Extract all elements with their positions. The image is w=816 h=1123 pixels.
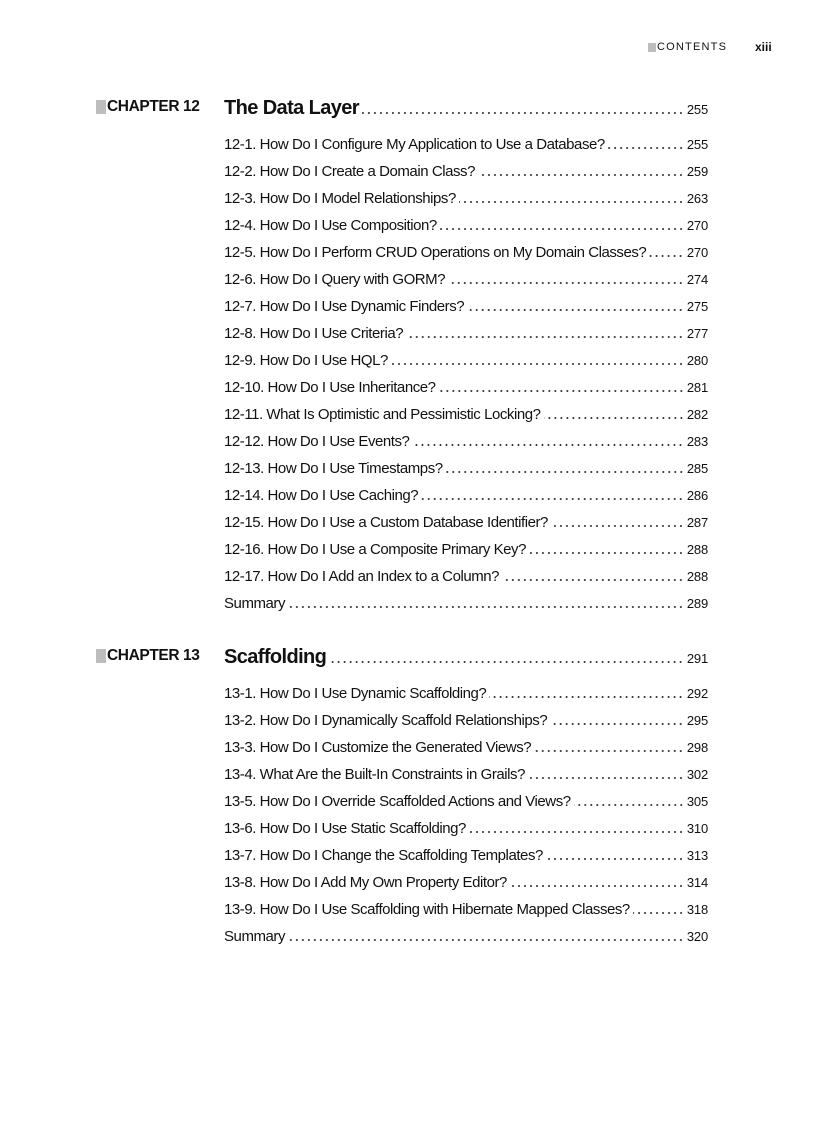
entry-page: 275 xyxy=(686,299,708,314)
entry-title: 13-1. How Do I Use Dynamic Scaffolding? xyxy=(224,685,487,702)
entry-title: 12-5. How Do I Perform CRUD Operations on My Domain Classes? xyxy=(224,244,647,261)
entry-page: 280 xyxy=(686,353,708,368)
entry-page: 313 xyxy=(686,848,708,863)
page-number: xiii xyxy=(755,40,772,54)
chapter-number: CHAPTER 12 xyxy=(107,98,200,115)
entry-page: 283 xyxy=(686,434,708,449)
dot-leader xyxy=(469,831,684,833)
entry-title: 13-3. How Do I Customize the Generated Views? xyxy=(224,739,532,756)
entry-title: 12-9. How Do I Use HQL? xyxy=(224,352,388,369)
dot-leader xyxy=(608,147,684,149)
entry-title: 13-7. How Do I Change the Scaffolding Templates? xyxy=(224,847,543,864)
entry-page: 320 xyxy=(686,929,708,944)
chapter-number: CHAPTER 13 xyxy=(107,647,200,664)
section-title: CONTENTS xyxy=(657,41,728,53)
toc-entry[interactable] xyxy=(224,190,708,217)
entry-title: 12-7. How Do I Use Dynamic Finders? xyxy=(224,298,465,315)
entry-page: 270 xyxy=(686,218,708,233)
entry-title: Summary xyxy=(224,595,286,612)
chapter-label xyxy=(96,647,224,665)
toc-entry[interactable] xyxy=(224,406,708,433)
entry-page: 282 xyxy=(686,407,708,422)
entry-page: 302 xyxy=(686,767,708,782)
dot-leader xyxy=(649,255,684,257)
dot-leader xyxy=(528,777,684,779)
dot-leader xyxy=(467,309,684,311)
dot-leader xyxy=(421,498,684,500)
dot-leader xyxy=(544,417,684,419)
entry-list xyxy=(224,136,708,622)
dot-leader xyxy=(502,579,684,581)
square-bullet-icon xyxy=(96,100,106,114)
running-header xyxy=(648,41,727,53)
toc-entry[interactable] xyxy=(224,541,708,568)
dot-leader xyxy=(510,885,684,887)
dot-leader xyxy=(329,661,684,663)
entry-title: 13-8. How Do I Add My Own Property Editor? xyxy=(224,874,507,891)
entry-page: 318 xyxy=(686,902,708,917)
entry-title: 13-4. What Are the Built-In Constraints in Grails? xyxy=(224,766,525,783)
entry-title: 12-2. How Do I Create a Domain Class? xyxy=(224,163,475,180)
toc-entry[interactable] xyxy=(224,820,708,847)
dot-leader xyxy=(489,696,684,698)
entry-title: 12-1. How Do I Configure My Application to Use a Database? xyxy=(224,136,605,153)
entry-page: 285 xyxy=(686,461,708,476)
entry-title: 12-15. How Do I Use a Custom Database Identifier? xyxy=(224,514,548,531)
dot-leader xyxy=(288,939,684,941)
toc-entry[interactable] xyxy=(224,352,708,379)
entry-title: Summary xyxy=(224,928,286,945)
dot-leader xyxy=(406,336,684,338)
entry-page: 263 xyxy=(686,191,708,206)
entry-page: 274 xyxy=(686,272,708,287)
dot-leader xyxy=(412,444,683,446)
entry-title: 12-10. How Do I Use Inheritance? xyxy=(224,379,436,396)
chapter-page: 291 xyxy=(686,651,708,666)
toc-entry[interactable] xyxy=(224,874,708,901)
dot-leader xyxy=(288,606,684,608)
toc-entry[interactable] xyxy=(224,712,708,739)
square-bullet-icon xyxy=(648,43,656,52)
entry-title: 12-11. What Is Optimistic and Pessimistic Locking? xyxy=(224,406,541,423)
entry-title: 12-14. How Do I Use Caching? xyxy=(224,487,419,504)
dot-leader xyxy=(550,723,684,725)
toc-entry[interactable] xyxy=(224,379,708,406)
toc-entry[interactable] xyxy=(224,136,708,163)
entry-page: 286 xyxy=(686,488,708,503)
dot-leader xyxy=(440,228,684,230)
dot-leader xyxy=(459,201,684,203)
chapter-title: Scaffolding xyxy=(224,646,327,668)
entry-title: 12-16. How Do I Use a Composite Primary Key? xyxy=(224,541,526,558)
dot-leader xyxy=(529,552,684,554)
entry-page: 277 xyxy=(686,326,708,341)
toc-entry[interactable] xyxy=(224,793,708,820)
toc-entry[interactable] xyxy=(224,433,708,460)
entry-title: 12-13. How Do I Use Timestamps? xyxy=(224,460,443,477)
chapter-heading[interactable] xyxy=(96,97,708,120)
toc-entry[interactable] xyxy=(224,325,708,352)
toc-entry[interactable] xyxy=(224,217,708,244)
dot-leader xyxy=(574,804,684,806)
entry-page: 289 xyxy=(686,596,708,611)
toc-entry[interactable] xyxy=(224,244,708,271)
entry-list xyxy=(224,685,708,955)
chapter-label xyxy=(96,98,224,116)
dot-leader xyxy=(478,174,684,176)
square-bullet-icon xyxy=(96,649,106,663)
toc-entry[interactable] xyxy=(224,514,708,541)
entry-page: 288 xyxy=(686,569,708,584)
dot-leader xyxy=(439,390,684,392)
toc-entry[interactable] xyxy=(224,928,708,955)
toc-entry[interactable] xyxy=(224,739,708,766)
toc-entry[interactable] xyxy=(224,901,708,928)
entry-title: 12-4. How Do I Use Composition? xyxy=(224,217,437,234)
dot-leader xyxy=(534,750,684,752)
toc-entry[interactable] xyxy=(224,271,708,298)
entry-page: 292 xyxy=(686,686,708,701)
dot-leader xyxy=(446,471,684,473)
toc-entry[interactable] xyxy=(224,460,708,487)
entry-page: 288 xyxy=(686,542,708,557)
entry-page: 287 xyxy=(686,515,708,530)
chapter-heading[interactable] xyxy=(96,646,708,669)
toc-entry[interactable] xyxy=(224,487,708,514)
toc-entry[interactable] xyxy=(224,595,708,622)
entry-page: 259 xyxy=(686,164,708,179)
entry-title: 12-17. How Do I Add an Index to a Column? xyxy=(224,568,500,585)
toc-entry[interactable] xyxy=(224,847,708,874)
toc-entry[interactable] xyxy=(224,766,708,793)
chapter-title: The Data Layer xyxy=(224,97,359,119)
entry-page: 295 xyxy=(686,713,708,728)
entry-title: 13-9. How Do I Use Scaffolding with Hibernate Mapped Classes? xyxy=(224,901,630,918)
toc-entry[interactable] xyxy=(224,163,708,190)
entry-page: 270 xyxy=(686,245,708,260)
toc-entry[interactable] xyxy=(224,298,708,325)
dot-leader xyxy=(551,525,684,527)
entry-title: 12-8. How Do I Use Criteria? xyxy=(224,325,404,342)
dot-leader xyxy=(362,112,684,114)
entry-title: 12-12. How Do I Use Events? xyxy=(224,433,410,450)
dot-leader xyxy=(448,282,684,284)
toc-entry[interactable] xyxy=(224,568,708,595)
dot-leader xyxy=(546,858,684,860)
dot-leader xyxy=(391,363,684,365)
entry-title: 13-2. How Do I Dynamically Scaffold Relationships? xyxy=(224,712,548,729)
entry-page: 298 xyxy=(686,740,708,755)
entry-page: 305 xyxy=(686,794,708,809)
entry-title: 13-5. How Do I Override Scaffolded Actions and Views? xyxy=(224,793,571,810)
entry-title: 13-6. How Do I Use Static Scaffolding? xyxy=(224,820,466,837)
entry-page: 281 xyxy=(686,380,708,395)
entry-title: 12-6. How Do I Query with GORM? xyxy=(224,271,446,288)
chapter-page: 255 xyxy=(686,102,708,117)
entry-page: 314 xyxy=(686,875,708,890)
toc-entry[interactable] xyxy=(224,685,708,712)
dot-leader xyxy=(633,912,684,914)
entry-title: 12-3. How Do I Model Relationships? xyxy=(224,190,456,207)
entry-page: 255 xyxy=(686,137,708,152)
entry-page: 310 xyxy=(686,821,708,836)
